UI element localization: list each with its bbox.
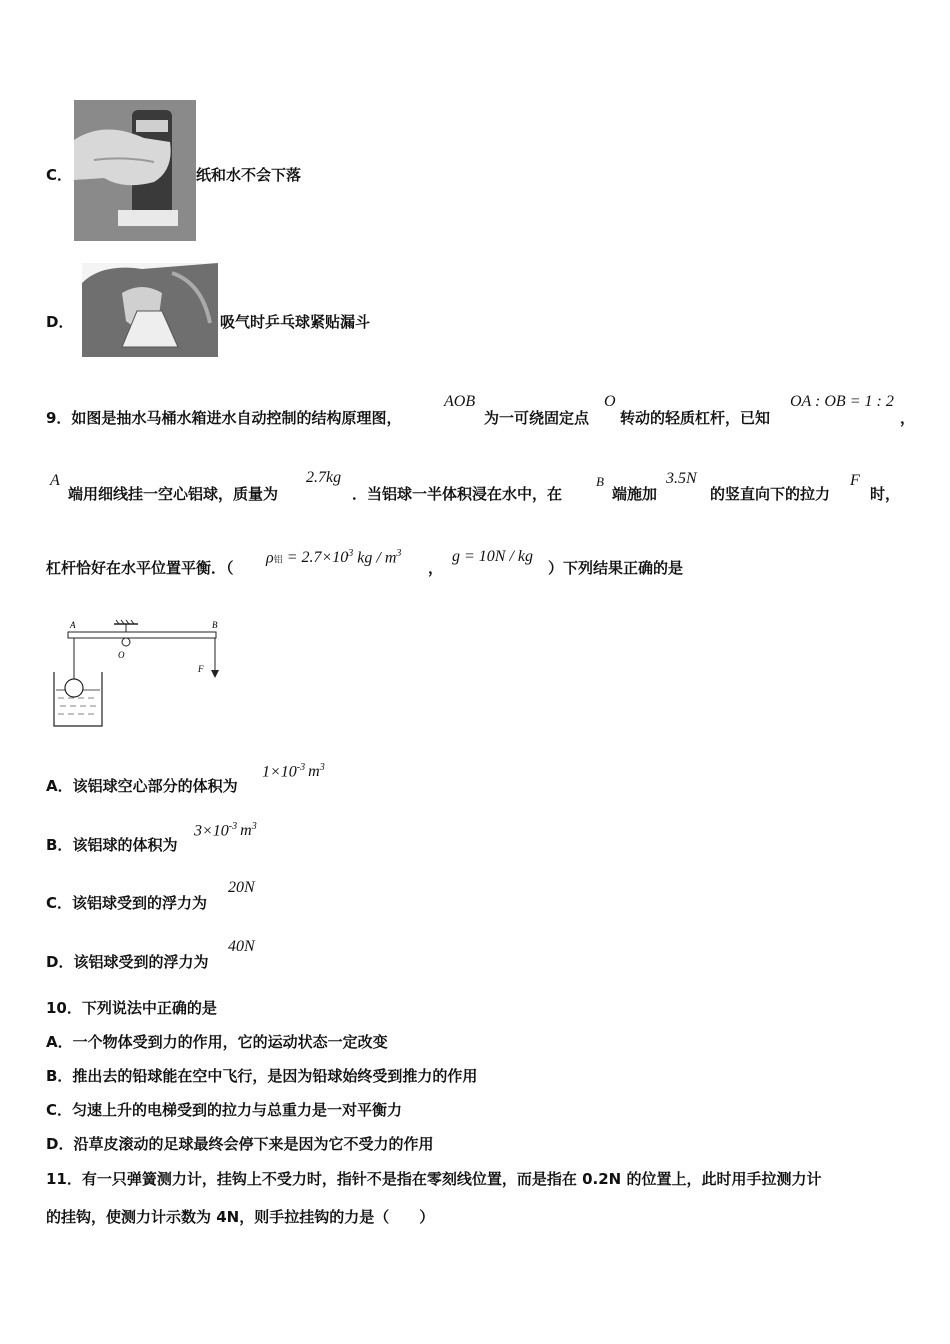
option-unit-exponent: 3 [319, 762, 325, 773]
option-d-caption: 吸气时乒乓球紧贴漏斗 [220, 313, 371, 331]
option-text: 该铝球空心部分的体积为 [72, 777, 238, 795]
q9-math-force: 3.5N [666, 470, 697, 487]
option-exponent: -3 [296, 762, 306, 773]
q10-option-c[interactable]: C．匀速上升的电梯受到的拉力与总重力是一对平衡力 [46, 1101, 403, 1119]
funnel-photo [82, 263, 218, 357]
option-letter: B． [46, 836, 73, 854]
option-letter: C． [46, 894, 73, 912]
option-text: 该铝球受到的浮力为 [73, 953, 209, 971]
option-exponent: -3 [228, 821, 238, 832]
q10-stem: 10．下列说法中正确的是 [46, 999, 217, 1017]
rho-value: = 2.7×10 [286, 549, 349, 567]
q9-option-a-math [262, 762, 325, 781]
q9-option-c-math: 20N [228, 879, 255, 896]
q9-math-b: B [596, 474, 604, 489]
option-unit: m [308, 763, 320, 781]
q9-text-9: 时， [870, 485, 901, 503]
q9-text-8: 的竖直向下的拉力 [710, 485, 831, 503]
q9-text-5: 端用细线挂一空心铝球，质量为 [68, 485, 279, 503]
rho-exponent: 3 [348, 548, 354, 559]
q9-text-11: ， [428, 559, 444, 577]
label-f: F [198, 664, 204, 674]
q9-option-b[interactable] [46, 835, 177, 855]
q9-math-f: F [850, 472, 860, 489]
q9-option-a[interactable] [46, 776, 238, 796]
q9-math-o: O [604, 393, 616, 410]
option-text: 该铝球的体积为 [72, 836, 178, 854]
q11-line-1: 11．有一只弹簧测力计，挂钩上不受力时，指针不是指在零刻线位置，而是指在 0.2N 的位置上，此时用手拉测力计 [46, 1170, 822, 1188]
q9-text-7: 端施加 [612, 485, 658, 503]
q9-math-g: g = 10N / kg [452, 548, 534, 565]
q9-text-12: ）下列结果正确的是 [548, 559, 684, 577]
q9-option-c[interactable] [46, 893, 207, 913]
q9-text-4: ， [900, 409, 916, 427]
option-c-letter: C． [46, 166, 73, 184]
q9-text-2: 为一可绕固定点 [484, 409, 590, 427]
label-o: O [118, 650, 125, 660]
option-text: 该铝球受到的浮力为 [72, 894, 208, 912]
option-letter: A． [46, 777, 73, 795]
q9-math-aob: AOB [444, 393, 476, 410]
q10-option-a[interactable]: A．一个物体受到力的作用，它的运动状态一定改变 [46, 1033, 388, 1051]
q9-math-a: A [50, 472, 60, 489]
option-c-caption: 纸和水不会下落 [196, 166, 302, 184]
q9-text-1: 9．如图是抽水马桶水箱进水自动控制的结构原理图， [46, 409, 402, 427]
q9-text-3: 转动的轻质杠杆，已知 [620, 409, 771, 427]
q9-option-b-math [194, 821, 257, 840]
q11-line-2: 的挂钩，使测力计示数为 4N，则手拉挂钩的力是（ ） [46, 1208, 435, 1226]
q10-option-b[interactable]: B．推出去的铅球能在空中飞行，是因为铅球始终受到推力的作用 [46, 1067, 478, 1085]
rho-subscript: 铝 [273, 554, 283, 565]
label-b: B [212, 620, 218, 630]
q9-math-mass: 2.7kg [306, 469, 342, 486]
option-math: 1×10 [262, 763, 297, 781]
q9-option-d-math: 40N [228, 938, 255, 955]
option-letter: D． [46, 953, 74, 971]
rho-unit: kg / m [357, 549, 397, 567]
option-unit-exponent: 3 [251, 821, 257, 832]
label-a: A [70, 620, 76, 630]
q9-option-d[interactable] [46, 952, 208, 972]
q10-option-d[interactable]: D．沿草皮滚动的足球最终会停下来是因为它不受力的作用 [46, 1135, 434, 1153]
option-unit: m [240, 822, 252, 840]
q9-math-rho [266, 548, 401, 567]
q9-text-10: 杠杆恰好在水平位置平衡．（ [46, 559, 234, 577]
rho-symbol: ρ [266, 549, 274, 567]
rho-unit-exponent: 3 [396, 548, 402, 559]
q9-text-6: ．当铝球一半体积浸在水中，在 [352, 485, 563, 503]
bottle-photo [74, 100, 196, 241]
lever-diagram [46, 618, 236, 730]
q9-math-ratio: OA : OB = 1 : 2 [790, 393, 894, 410]
option-math: 3×10 [194, 822, 229, 840]
option-d-letter: D． [46, 313, 74, 331]
